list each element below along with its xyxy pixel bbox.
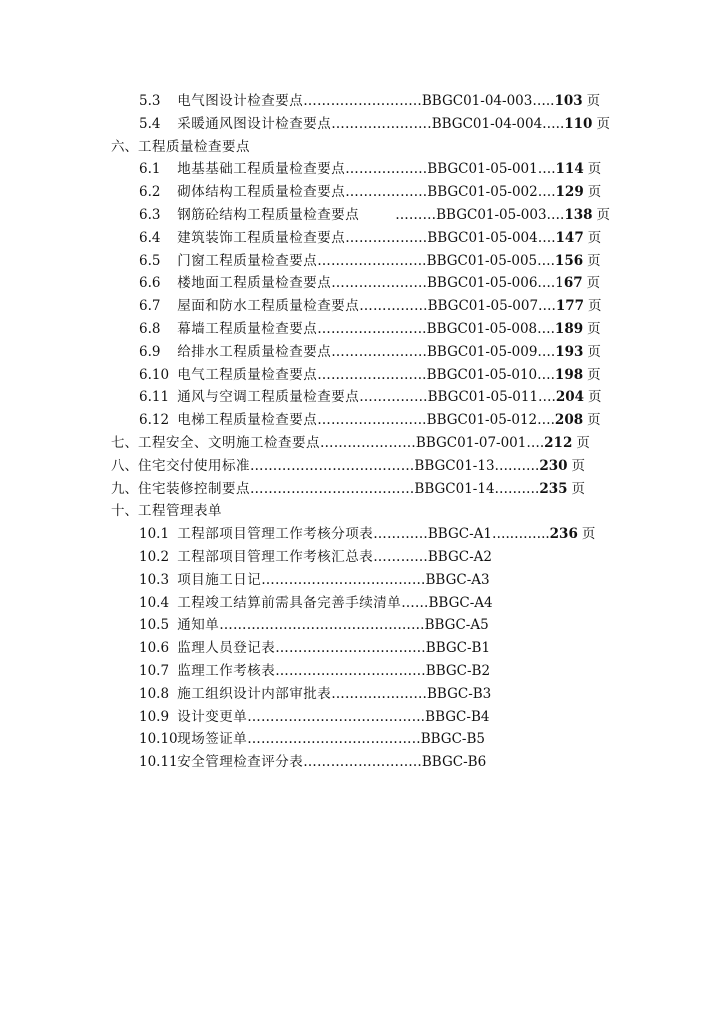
page-number: 129	[555, 184, 584, 201]
page-unit: 页	[571, 480, 586, 497]
section-number: 六、	[111, 138, 138, 155]
page-unit: 页	[596, 115, 610, 132]
entry-title: 采暖通风图设计检查要点	[177, 115, 332, 132]
toc-entry	[0, 364, 725, 387]
toc-entry	[0, 295, 725, 318]
toc-entry	[0, 204, 725, 227]
leader-dots: ……………...	[345, 161, 428, 178]
page-unit: 页	[588, 298, 602, 315]
entry-title: 地基基础工程质量检查要点	[177, 161, 346, 178]
entry-code: BBGC01-05-009….	[426, 343, 556, 360]
entry-title: 通知单	[177, 617, 220, 634]
entry-title: 建筑装饰工程质量检查要点	[177, 229, 346, 246]
leader-dots: ………...	[373, 548, 428, 565]
entry-number: 10.11	[139, 754, 178, 771]
entry-number: 6.3	[139, 206, 161, 223]
entry-code: BBGC-B3	[426, 685, 492, 702]
page-number: 236	[549, 526, 578, 543]
entry-title: 施工组织设计内部审批表	[177, 685, 332, 702]
entry-code: BBGC01-05-010….	[426, 366, 555, 383]
section-number: 七、	[111, 434, 138, 451]
page-unit: 页	[586, 275, 601, 292]
page-number: 110	[564, 115, 593, 132]
toc-entry	[0, 158, 725, 181]
leader-dots: ……...	[359, 206, 437, 223]
page-number: 103	[554, 93, 583, 109]
entry-number: 10.9	[139, 708, 170, 725]
page-number: 138	[564, 206, 593, 223]
entry-title: 设计变更单	[177, 708, 248, 725]
section-title: 住宅装修控制要点	[138, 480, 250, 497]
leader-dots: ……………...	[345, 229, 428, 246]
entry-title: 幕墙工程质量检查要点	[177, 320, 318, 337]
entry-title: 现场签证单	[177, 731, 248, 748]
leader-dots: ………………………………..	[247, 731, 421, 748]
entry-number: 10.10	[139, 731, 178, 748]
entry-title: 通风与空调工程质量检查要点	[177, 389, 360, 406]
page-unit: 页	[587, 252, 601, 269]
entry-code: BBGC01-05-006….1	[426, 275, 564, 292]
leader-dots: ………………...	[331, 343, 427, 360]
leader-dots: …………...	[359, 298, 428, 315]
page-unit: 页	[587, 161, 602, 178]
leader-dots: ……………………………………...	[219, 617, 425, 634]
section-title: 住宅交付使用标准	[138, 457, 250, 474]
section-number: 八、	[111, 457, 138, 474]
entry-number: 5.4	[139, 115, 161, 132]
toc-entry	[0, 272, 725, 295]
entry-code: BBGC01-05-003….	[436, 206, 565, 223]
leader-dots: …………………	[320, 434, 416, 451]
entry-number: 10.8	[139, 685, 170, 702]
leader-dots: ………………………………	[250, 457, 415, 474]
leader-dots: …...	[401, 594, 429, 611]
toc-entry	[0, 113, 725, 136]
leader-dots: ……………………..	[303, 93, 422, 109]
section-number: 九、	[111, 480, 138, 497]
entry-title: 监理工作考核表	[177, 662, 276, 679]
leader-dots: ……………………………...	[261, 571, 426, 588]
entry-title: 电气工程质量检查要点	[177, 366, 318, 383]
entry-number: 10.3	[139, 571, 170, 588]
entry-number: 6.1	[139, 161, 161, 178]
section-number: 十、	[111, 503, 138, 520]
entry-number: 6.10	[139, 366, 170, 383]
toc-entry	[0, 386, 725, 409]
entry-number: 6.9	[139, 343, 161, 360]
entry-code: BBGC-A1…..……..	[427, 526, 550, 543]
entry-title: 门窗工程质量检查要点	[177, 252, 318, 269]
toc-entry	[0, 660, 725, 683]
leader-dots: ………………...	[331, 685, 427, 702]
entry-number: 6.5	[139, 252, 161, 269]
leader-dots: …………………...	[317, 366, 427, 383]
entry-number: 10.2	[139, 548, 170, 565]
entry-title: 钢筋砼结构工程质量检查要点	[177, 206, 360, 223]
entry-code: BBGC01-14……….	[414, 480, 540, 497]
entry-code: BBGC01-04-003…..	[421, 93, 555, 109]
entry-code: BBGC01-05-004….	[427, 229, 556, 246]
toc-section-entry	[0, 478, 725, 501]
page-number: 189	[554, 320, 584, 337]
entry-code: BBGC-B4	[425, 708, 490, 725]
entry-title: 安全管理检查评分表	[177, 754, 304, 771]
toc-entry	[0, 181, 725, 204]
leader-dots: …………………...	[317, 320, 427, 337]
page-unit: 页	[587, 412, 601, 429]
toc-entry	[0, 614, 725, 637]
toc-entry	[0, 569, 725, 592]
page-number: 198	[554, 366, 584, 383]
entry-code: BBGC01-05-012….	[426, 412, 555, 429]
toc-entry	[0, 706, 725, 729]
entry-title: 工程部项目管理工作考核分项表	[177, 526, 374, 543]
section-title: 工程管理表单	[138, 503, 222, 520]
page-unit: 页	[586, 93, 601, 109]
entry-number: 10.7	[139, 662, 170, 679]
entry-code: BBGC01-07-001….	[415, 434, 545, 451]
leader-dots: ………………...	[331, 275, 427, 292]
entry-title: 电梯工程质量检查要点	[177, 412, 318, 429]
entry-number: 10.4	[139, 594, 170, 611]
toc-section-heading	[0, 136, 725, 159]
page-number: 67	[563, 275, 583, 292]
leader-dots: ……………...	[345, 184, 428, 201]
toc-entry	[0, 523, 725, 546]
toc-entry	[0, 637, 725, 660]
entry-title: 砌体结构工程质量检查要点	[177, 184, 346, 201]
entry-number: 5.3	[139, 93, 161, 109]
page-number: 177	[555, 298, 585, 315]
entry-code: BBGC-A4	[428, 594, 493, 611]
entry-code: BBGC-B5	[420, 731, 485, 748]
page-number: 235	[539, 480, 568, 497]
toc-section-entry	[0, 455, 725, 478]
entry-code: BBGC01-05-008….	[426, 320, 555, 337]
page-unit: 页	[588, 389, 602, 406]
entry-code: BBGC01-05-005….	[426, 252, 555, 269]
entry-code: BBGC01-13……….	[414, 457, 540, 474]
table-of-contents	[0, 90, 725, 774]
toc-entry	[0, 341, 725, 364]
entry-code: BBGC01-05-011….	[427, 389, 556, 406]
entry-number: 10.6	[139, 640, 170, 657]
leader-dots: ………………………………	[250, 480, 415, 497]
page-number: 212	[544, 434, 573, 451]
toc-entry	[0, 409, 725, 432]
section-title: 工程安全、文明施工检查要点	[138, 434, 320, 451]
page-number: 156	[554, 252, 584, 269]
leader-dots: ……………………..	[303, 754, 422, 771]
toc-entry	[0, 592, 725, 615]
entry-code: BBGC01-05-007….	[427, 298, 556, 315]
page-unit: 页	[587, 320, 601, 337]
entry-title: 项目施工日记	[177, 571, 262, 588]
entry-title: 给排水工程质量检查要点	[177, 343, 332, 360]
entry-code: BBGC01-05-002….	[427, 184, 556, 201]
entry-title: 电气图设计检查要点	[177, 93, 304, 109]
entry-number: 6.6	[139, 275, 161, 292]
leader-dots: ………………….	[331, 115, 432, 132]
page-unit: 页	[581, 526, 596, 543]
entry-number: 6.12	[139, 412, 170, 429]
entry-title: 工程竣工结算前需具备完善手续清单	[177, 594, 402, 611]
page-number: 114	[555, 161, 584, 178]
entry-code: BBGC-A2	[427, 548, 492, 565]
entry-code: BBGC-B2	[425, 662, 491, 679]
entry-number: 6.2	[139, 184, 161, 201]
entry-title: 工程部项目管理工作考核汇总表	[177, 548, 374, 565]
page-unit: 页	[587, 229, 602, 246]
toc-entry	[0, 683, 725, 706]
page-number: 147	[555, 229, 584, 246]
page-unit: 页	[587, 366, 601, 383]
entry-number: 10.1	[139, 526, 170, 543]
page-unit: 页	[587, 184, 602, 201]
toc-entry	[0, 546, 725, 569]
entry-title: 屋面和防水工程质量检查要点	[177, 298, 360, 315]
entry-number: 10.5	[139, 617, 170, 634]
entry-title: 监理人员登记表	[177, 640, 276, 657]
toc-entry	[0, 751, 725, 774]
entry-number: 6.4	[139, 229, 161, 246]
leader-dots: …………...	[359, 389, 428, 406]
toc-entry	[0, 250, 725, 273]
toc-section-entry	[0, 432, 725, 455]
entry-code: BBGC-B6	[421, 754, 487, 771]
entry-code: BBGC-A3	[425, 571, 490, 588]
entry-code: BBGC-A5	[424, 617, 489, 634]
page-unit: 页	[571, 457, 586, 474]
toc-entry	[0, 227, 725, 250]
page-number: 204	[555, 389, 585, 406]
entry-number: 6.11	[139, 389, 170, 406]
page-unit: 页	[576, 434, 590, 451]
page-number: 193	[555, 343, 584, 360]
section-title: 工程质量检查要点	[138, 138, 250, 155]
entry-code: BBGC-B1	[425, 640, 491, 657]
page-number: 208	[554, 412, 584, 429]
leader-dots: …………………...	[317, 252, 427, 269]
leader-dots: ………...	[373, 526, 428, 543]
leader-dots: …………………...	[317, 412, 427, 429]
entry-code: BBGC01-05-001….	[427, 161, 556, 178]
toc-entry	[0, 318, 725, 341]
entry-number: 6.7	[139, 298, 161, 315]
leader-dots: …………………………...	[275, 640, 426, 657]
toc-section-heading	[0, 500, 725, 523]
page-unit: 页	[587, 343, 601, 360]
toc-entry	[0, 728, 725, 751]
leader-dots: …………………………...	[275, 662, 426, 679]
entry-number: 6.8	[139, 320, 161, 337]
entry-code: BBGC01-04-004…..	[431, 115, 565, 132]
page-unit: 页	[596, 206, 611, 223]
leader-dots: ………………………………...	[247, 708, 426, 725]
entry-title: 楼地面工程质量检查要点	[177, 275, 332, 292]
toc-entry	[0, 90, 725, 113]
page-number: 230	[539, 457, 568, 474]
